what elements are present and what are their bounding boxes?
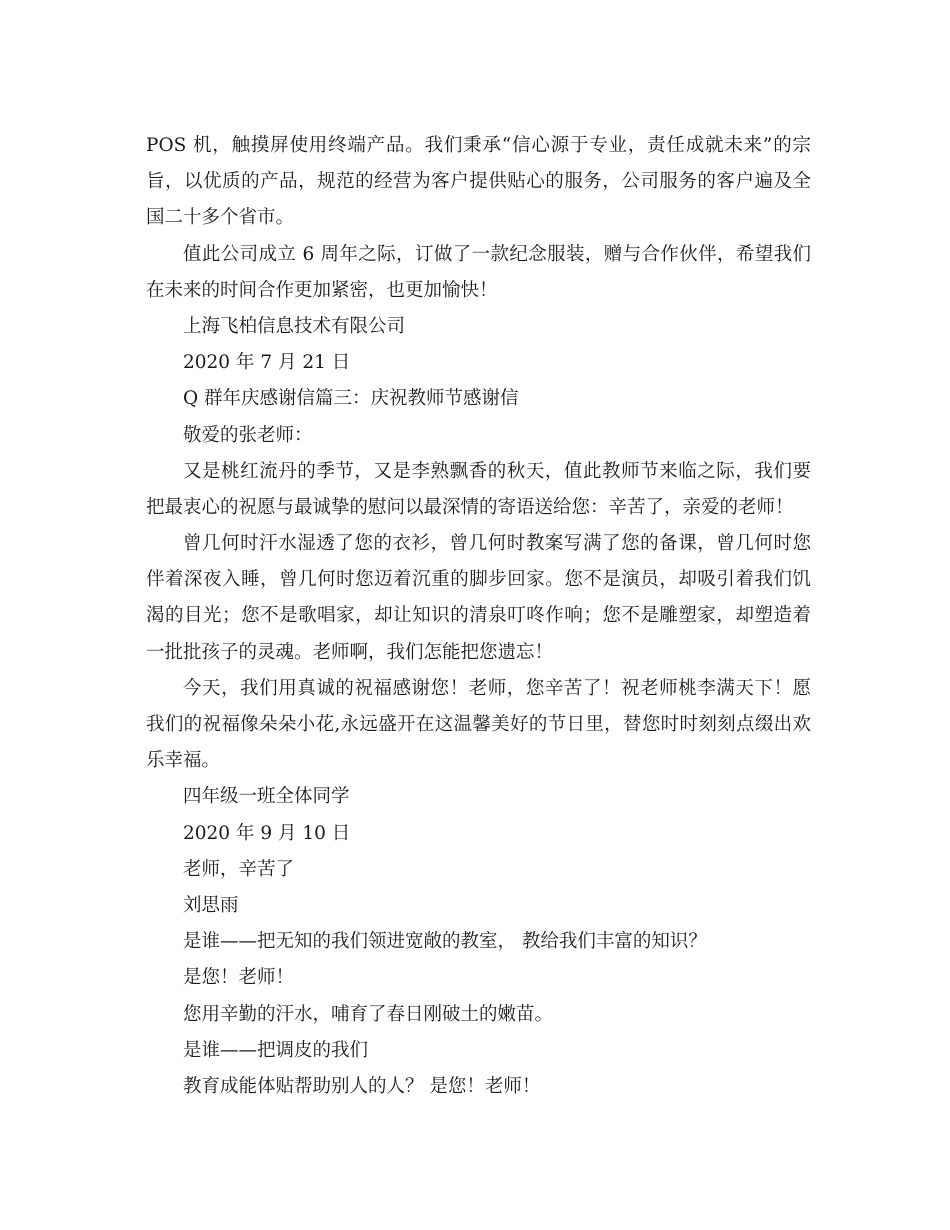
paragraph-company-intro [146,128,811,237]
signature-date: 2020 年 9 月 10 日 [183,822,351,844]
signature-company: 上海飞柏信息技术有限公司 [183,315,406,337]
text-line: 国二十多个省市。 [146,207,295,229]
text-line: 旨，以优质的产品，规范的经营为客户提供贴心的服务，公司服务的客户遍及全 [146,171,811,193]
text-line: 一批批孩子的灵魂。老师啊，我们怎能把您遗忘！ [146,641,554,663]
text-line: 今天，我们用真诚的祝福感谢您！老师，您辛苦了！祝老师桃李满天下！愿 [183,677,811,699]
letter-salutation: 敬爱的张老师： [183,424,313,446]
poem-line: 教育成能体贴帮助别人的人？ 是您！老师！ [183,1075,541,1097]
text-line: 我们的祝福像朵朵小花,永远盛开在这温馨美好的节日里，替您时时刻刻点缀出欢 [146,714,811,735]
poem-line: 是谁——把无知的我们领进宽敞的教室， 教给我们丰富的知识？ [183,931,707,953]
text-line: 值此公司成立 6 周年之际，订做了一款纪念服装，赠与合作伙伴，希望我们 [183,243,811,265]
poem-line: 是谁——把调皮的我们 [183,1039,369,1061]
text-line: 乐幸福。 [146,750,221,772]
text-line: 曾几何时汗水湿透了您的衣衫，曾几何时教案写满了您的备课，曾几何时您 [183,533,811,555]
text-line: 渴的目光；您不是歌唱家，却让知识的清泉叮咚作响；您不是雕塑家，却塑造着 [146,605,811,627]
signature-class: 四年级一班全体同学 [183,786,350,808]
text-line: POS 机，触摸屏使用终端产品。我们秉承“信心源于专业，责任成就未来”的宗 [146,135,811,156]
signature-date: 2020 年 7 月 21 日 [183,352,351,374]
section-heading: Q 群年庆感谢信篇三：庆祝教师节感谢信 [183,388,519,410]
document-body [146,128,811,1105]
paragraph-anniversary [146,237,811,309]
text-line: 把最衷心的祝愿与最诚挚的慰问以最深情的寄语送给您：辛苦了，亲爱的老师！ [146,496,794,518]
paragraph-teachers-day [146,454,811,526]
paragraph-blessing [146,671,811,780]
text-line: 伴着深夜入睡，曾几何时您迈着沉重的脚步回家。您不是演员，却吸引着我们饥 [146,569,811,591]
text-line: 又是桃红流丹的季节，又是李熟飘香的秋天，值此教师节来临之际，我们要 [183,460,811,482]
poem-line: 是您！老师！ [183,967,295,989]
paragraph-memories [146,526,811,671]
poem-author: 刘思雨 [183,894,239,916]
poem-line: 您用辛勤的汗水，哺育了春日刚破土的嫩苗。 [183,1003,554,1025]
poem-title: 老师，辛苦了 [183,858,295,880]
text-line: 在未来的时间合作更加紧密，也更加愉快！ [146,279,498,301]
